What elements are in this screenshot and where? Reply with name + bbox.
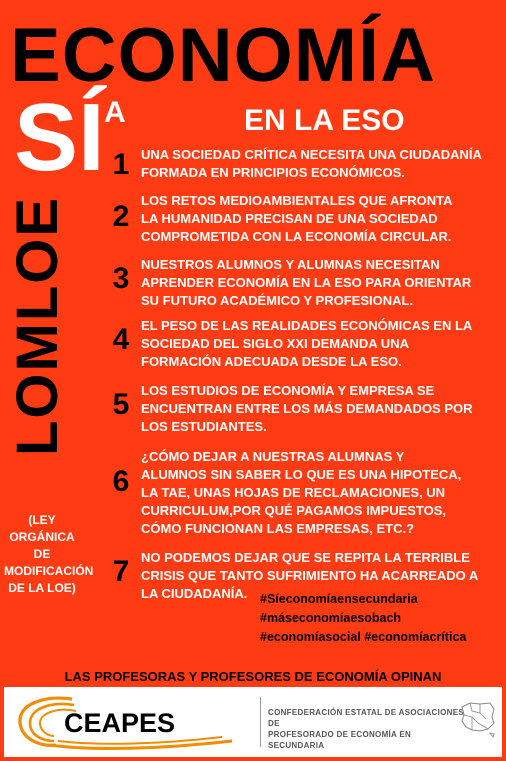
si-word: SÍ xyxy=(14,84,105,191)
ceapes-logo xyxy=(12,691,252,753)
ceapes-logo-text: CEAPES xyxy=(64,708,176,738)
law-line: MODIFICACIÓN xyxy=(4,564,94,578)
footer-tagline: LAS PROFESORAS Y PROFESORES DE ECONOMÍA OPINAN xyxy=(64,669,442,684)
law-description xyxy=(4,512,94,597)
point-text-6 xyxy=(141,448,501,538)
point-number-7: 7 xyxy=(112,555,130,588)
point-line: COMPROMETIDA CON LA ECONOMÍA CIRCULAR. xyxy=(141,229,452,244)
hashtag: #máseconomíaesobach xyxy=(260,611,402,625)
spain-map-icon xyxy=(456,697,498,741)
point-line: LOS ESTUDIOS DE ECONOMÍA Y EMPRESA SE xyxy=(141,383,435,398)
point-text-5 xyxy=(141,382,501,436)
point-number-6: 6 xyxy=(112,465,130,498)
point-text-1 xyxy=(141,146,501,182)
poster-subtitle: EN LA ESO xyxy=(244,104,405,137)
law-line: (LEY ORGÁNICA xyxy=(9,513,75,544)
point-line: CRISIS QUE TANTO SUFRIMIENTO HA ACARREADO A xyxy=(141,568,479,583)
lomloe-vertical-label: LOMLOE xyxy=(5,195,70,456)
point-text-4 xyxy=(141,317,501,371)
organization-name xyxy=(268,707,468,751)
point-number-4: 4 xyxy=(112,323,130,356)
org-line: PROFESORADO DE ECONOMÍA EN SECUNDARIA xyxy=(268,730,412,750)
point-line: NO PODEMOS DEJAR QUE SE REPITA LA TERRIBLE xyxy=(141,550,470,565)
point-line: NUESTROS ALUMNOS Y ALUMNAS NECESITAN xyxy=(141,257,440,272)
point-line: APRENDER ECONOMÍA EN LA ESO PARA ORIENTAR xyxy=(141,275,472,290)
org-line: CONFEDERACIÓN ESTATAL DE ASOCIACIONES DE xyxy=(268,708,464,728)
point-line: UNA SOCIEDAD CRÍTICA NECESITA UNA CIUDADANÍA xyxy=(141,147,482,162)
point-number-3: 3 xyxy=(112,262,130,295)
point-line: LOS RETOS MEDIOAMBIENTALES QUE AFRONTA xyxy=(141,193,453,208)
point-line: LA HUMANIDAD PRECISAN DE UNA SOCIEDAD xyxy=(141,211,438,226)
point-line: CURRICULUM,POR QUÉ PAGAMOS IMPUESTOS, xyxy=(141,503,447,518)
point-line: FORMADA EN PRINCIPIOS ECONÓMICOS. xyxy=(141,165,405,180)
law-line: DE xyxy=(33,547,51,561)
point-text-2 xyxy=(141,192,501,246)
law-line: DE LA LOE) xyxy=(8,581,76,595)
hashtag: #economíasocial #economíacrítica xyxy=(260,630,467,644)
point-line: ¿CÓMO DEJAR A NUESTRAS ALUMNAS Y xyxy=(141,449,405,464)
point-line: EL PESO DE LAS REALIDADES ECONÓMICAS EN LA xyxy=(141,318,473,333)
point-line: LOS ESTUDIANTES. xyxy=(141,419,267,434)
point-text-3 xyxy=(141,256,501,310)
poster-title: ECONOMÍA xyxy=(10,13,436,98)
point-line: SU FUTURO ACADÉMICO Y PROFESIONAL. xyxy=(141,293,414,308)
point-line: LA CIUDADANÍA. xyxy=(141,586,248,601)
point-number-5: 5 xyxy=(112,388,130,421)
point-number-1: 1 xyxy=(112,148,130,181)
point-line: FORMACIÓN ADECUADA DESDE LA ESO. xyxy=(141,354,402,369)
point-number-2: 2 xyxy=(112,200,130,233)
footer-panel xyxy=(4,687,502,757)
point-line: CÓMO FUNCIONAN LAS EMPRESAS, ETC.? xyxy=(141,521,415,536)
point-line: LA TAE, UNAS HOJAS DE RECLAMACIONES, UN xyxy=(141,485,446,500)
ceapes-logo-icon xyxy=(12,691,252,753)
point-line: ALUMNOS SIN SABER LO QUE ES UNA HIPOTECA, xyxy=(141,467,462,482)
footer-divider xyxy=(260,697,261,747)
point-line: SOCIEDAD DEL SIGLO XXI DEMANDA UNA xyxy=(141,336,409,351)
point-line: ENCUENTRAN ENTRE LOS MÁS DEMANDADOS POR xyxy=(141,401,473,416)
a-word: A xyxy=(104,96,126,129)
hashtag: #Síeconomíaensecundaria xyxy=(260,592,418,606)
